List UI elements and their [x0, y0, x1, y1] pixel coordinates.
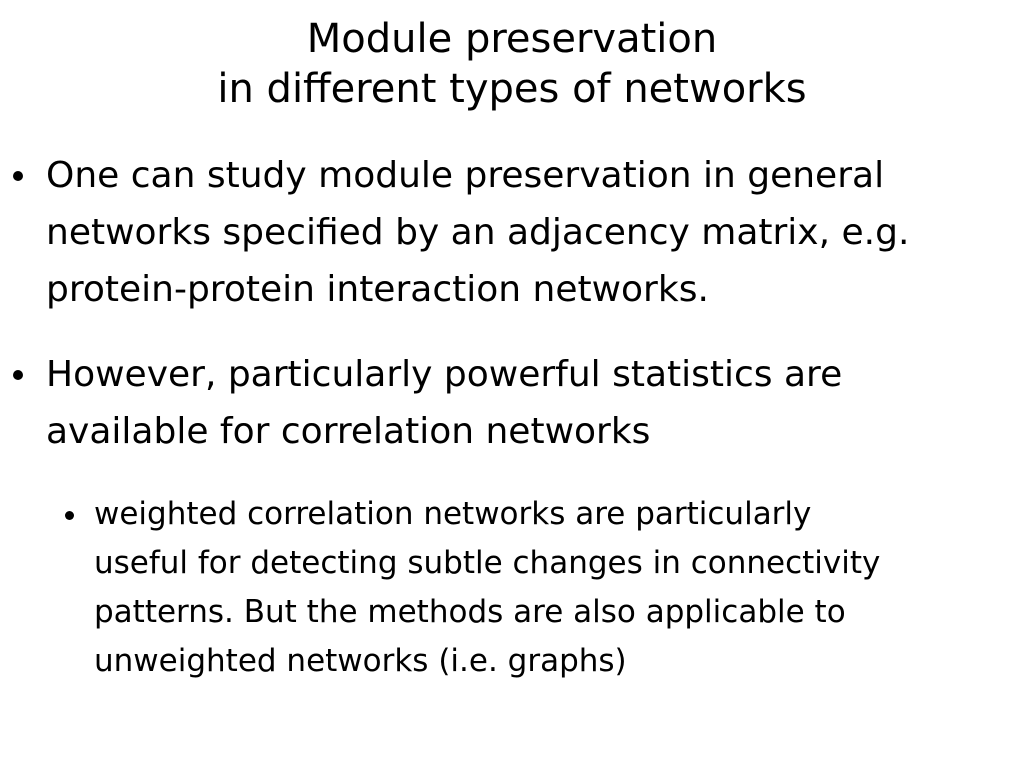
- bullet-text: [46, 147, 1016, 318]
- bullet-line: One can study module preservation in general: [46, 155, 885, 196]
- bullet-line: However, particularly powerful statistics are: [46, 354, 843, 395]
- sub-bullet-item: [94, 490, 1014, 686]
- bullet-line: networks specified by an adjacency matrix, e.g.: [46, 212, 910, 253]
- bullet-line: unweighted networks (i.e. graphs): [94, 643, 627, 679]
- sub-bullet-text: [94, 490, 1014, 686]
- bullet-dot-icon: [13, 171, 23, 181]
- bullet-item: [46, 147, 1016, 318]
- bullet-item: [46, 346, 1016, 460]
- bullet-text: [46, 346, 1016, 460]
- bullet-line: useful for detecting subtle changes in connectivity: [94, 545, 881, 581]
- bullet-line: weighted correlation networks are particularly: [94, 496, 812, 532]
- bullet-line: protein-protein interaction networks.: [46, 269, 709, 310]
- slide-title: [0, 14, 1024, 114]
- bullet-dot-icon: [13, 370, 23, 380]
- title-line-1: Module preservation: [306, 16, 718, 62]
- bullet-line: available for correlation networks: [46, 411, 651, 452]
- bullet-dot-icon: [65, 511, 74, 520]
- title-line-2: in different types of networks: [217, 66, 807, 112]
- bullet-line: patterns. But the methods are also applicable to: [94, 594, 846, 630]
